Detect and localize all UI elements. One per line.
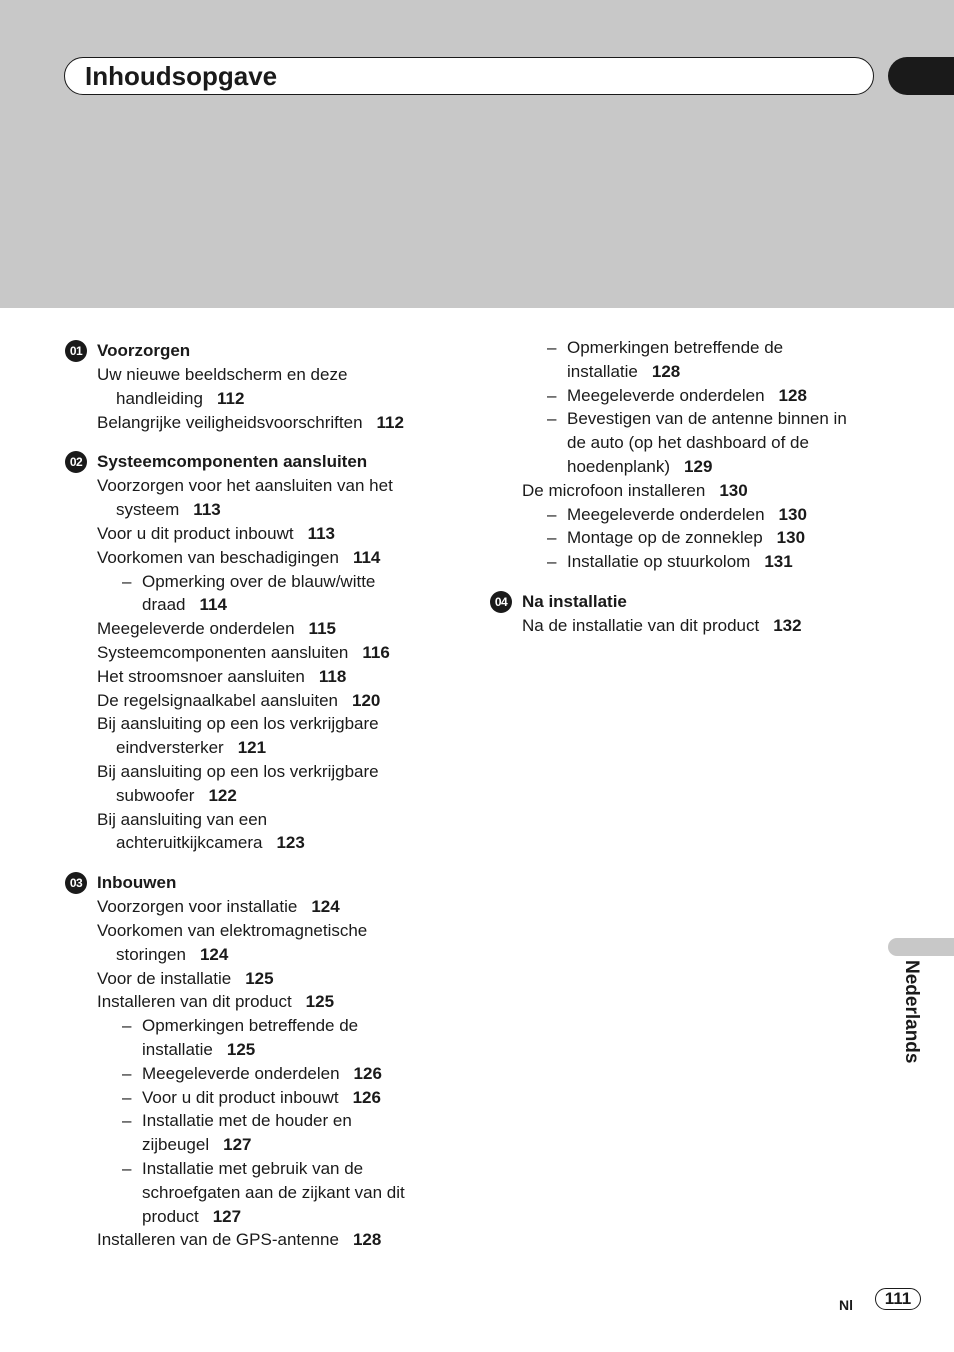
page-ref: 124 [311,897,340,917]
toc-entry[interactable] [97,808,477,856]
entry-text: Meegeleverde onderdelen [567,385,765,405]
toc-entry[interactable] [97,760,477,808]
entry-text: Voorkomen van beschadigingen [97,547,339,567]
section-gap [522,574,902,590]
entry-text-cont-label: systeem [116,500,180,520]
page-ref: 118 [318,666,347,686]
dash-bullet: – [122,1158,132,1178]
entry-text: Voor u dit product inbouwt [142,1087,339,1107]
entry-text-cont-label: eindversterker [116,738,224,758]
toc-subentry[interactable] [522,407,902,478]
entry-text: Voorkomen van elektromagnetische [97,920,368,940]
side-tab-marker [888,938,954,956]
entry-text: Na de installatie van dit product [522,615,760,635]
entry-text-cont-label: subwoofer [116,785,195,805]
toc-entry[interactable] [97,895,477,919]
entry-text-cont [567,455,902,479]
toc-entry[interactable] [97,474,477,522]
entry-text: Meegeleverde onderdelen [567,504,765,524]
page-ref: 113 [193,500,221,520]
entry-text-cont-label: storingen [116,944,186,964]
toc-entry[interactable] [97,522,477,546]
dash-bullet: – [547,552,557,572]
page-ref: 126 [352,1087,381,1107]
toc-subentry[interactable] [522,526,902,550]
toc-right-column [494,336,902,638]
entry-text-cont [97,784,477,808]
page-ref: 127 [212,1206,242,1226]
toc-section [69,871,477,1252]
section-heading[interactable] [69,450,477,474]
dash-bullet: – [122,1111,132,1131]
entry-text-cont-label: installatie [142,1039,213,1059]
toc-section [494,590,902,638]
dash-bullet: – [547,409,557,429]
entry-text: Meegeleverde onderdelen [142,1063,340,1083]
page-ref: 112 [376,412,404,432]
page-ref: 128 [651,361,681,381]
toc-entry[interactable] [522,479,902,503]
page-ref: 130 [778,504,807,524]
toc-entry[interactable] [522,614,902,638]
entry-text: Bij aansluiting op een los verkrijgbare [97,714,379,734]
entry-text-cont [97,498,477,522]
page-title: Inhoudsopgave [85,61,278,91]
toc-left-column [69,339,477,1252]
entry-text-cont-label: handleiding [116,388,203,408]
page-ref: 131 [764,552,793,572]
entry-text-cont [142,1133,477,1157]
page-ref: 124 [199,944,229,964]
section-number-badge: 01 [65,340,87,362]
page-ref: 121 [237,738,267,758]
entry-text: Voorzorgen voor het aansluiten van het [97,476,393,496]
section-gap [97,855,477,871]
entry-text: Systeemcomponenten aansluiten [97,642,349,662]
dash-bullet: – [547,385,557,405]
section-number-badge: 03 [65,872,87,894]
entry-text-cont [97,387,477,411]
entry-text-cont: de auto (op het dashboard of de [567,433,809,453]
section-title: Inbouwen [97,873,177,893]
page-ref: 126 [353,1063,382,1083]
entry-text: Voor u dit product inbouwt [97,523,294,543]
entry-text: Montage op de zonneklep [567,528,763,548]
entry-text: Installatie met de houder en [142,1111,352,1131]
entry-text: Installeren van dit product [97,992,292,1012]
toc-entry[interactable] [97,1228,477,1252]
entry-text: Installeren van de GPS-antenne [97,1230,339,1250]
toc-entry[interactable] [97,617,477,641]
toc-section [69,339,477,434]
toc-entry[interactable] [97,919,477,967]
page-ref: 114 [352,547,381,567]
section-gap [97,434,477,450]
toc-subentry[interactable] [522,384,902,408]
entry-text: Opmerkingen betreffende de [567,338,784,357]
language-label: Nederlands [901,960,922,1064]
page-ref: 113 [307,523,336,543]
dash-bullet: – [547,504,557,524]
entry-text: Installatie met gebruik van de [142,1158,364,1178]
toc-entry[interactable] [97,641,477,665]
entry-text: De regelsignaalkabel aansluiten [97,690,338,710]
entry-text-cont [97,736,477,760]
toc-entry[interactable] [97,990,477,1014]
entry-text: Opmerking over de blauw/witte [142,571,376,591]
entry-text-cont-label: draad [142,595,186,615]
entry-text: De microfoon installeren [522,480,706,500]
header-band [0,0,954,308]
entry-text-cont [97,943,477,967]
page-ref: 125 [245,968,274,988]
page-ref: 132 [773,615,802,635]
dash-bullet: – [122,1016,132,1036]
section-heading[interactable] [69,871,477,895]
entry-text: Bij aansluiting van een [97,809,268,829]
entry-text-cont [567,360,902,384]
section-number-badge: 02 [65,451,87,473]
entry-text-cont: schroefgaten aan de zijkant van dit [142,1182,405,1202]
dash-bullet: – [122,571,132,591]
toc-subentry[interactable] [522,336,902,384]
section-title: Systeemcomponenten aansluiten [97,452,368,472]
toc-subentry[interactable] [97,1062,477,1086]
language-code: Nl [839,1297,853,1313]
page-ref: 122 [208,785,237,805]
entry-text: Voorzorgen voor installatie [97,897,298,917]
entry-text: Voor de installatie [97,968,232,988]
toc-subentry[interactable] [97,1157,477,1228]
entry-text-cont-label: achteruitkijkcamera [116,833,263,853]
page-ref: 115 [308,619,336,639]
entry-text-cont-label: product [142,1206,199,1226]
toc-subentry[interactable] [97,1014,477,1062]
entry-text: Belangrijke veiligheidsvoorschriften [97,412,363,432]
chapter-tab [888,57,954,95]
section-title: Voorzorgen [97,341,191,360]
section-title: Na installatie [522,591,627,611]
page-ref: 116 [362,642,390,662]
page-number: 111 [875,1288,921,1310]
entry-text-cont [142,1038,477,1062]
page-ref: 120 [352,690,381,710]
entry-text: Uw nieuwe beeldscherm en deze [97,365,348,384]
toc-entry[interactable] [97,712,477,760]
title-box [64,57,874,95]
page-ref: 125 [226,1039,256,1059]
dash-bullet: – [547,528,557,548]
dash-bullet: – [547,338,557,357]
toc-subentry[interactable] [97,1109,477,1157]
entry-text-cont-label: installatie [567,361,638,381]
page-ref: 125 [305,992,335,1012]
page-ref: 128 [778,385,807,405]
toc-entry[interactable] [97,665,477,689]
section-number-badge: 04 [490,591,512,613]
entry-text: Bij aansluiting op een los verkrijgbare [97,761,379,781]
page-ref: 123 [276,833,305,853]
entry-text-cont-label: zijbeugel [142,1135,210,1155]
language-side-label [898,960,928,1080]
toc-entry[interactable] [97,363,477,411]
toc-section [69,450,477,855]
toc-entry[interactable] [97,411,477,435]
page-ref: 114 [199,595,227,615]
toc-subentry[interactable] [97,570,477,618]
toc-entry[interactable] [97,546,477,570]
entry-text: Meegeleverde onderdelen [97,619,295,639]
entry-text: Installatie op stuurkolom [567,552,751,572]
section-heading[interactable] [69,339,477,363]
page-ref: 130 [719,480,748,500]
toc-subentry[interactable] [522,550,902,574]
page-ref: 129 [684,456,713,476]
entry-text: Het stroomsnoer aansluiten [97,666,305,686]
page-ref: 112 [216,388,245,408]
toc-entry[interactable] [97,689,477,713]
toc-subentry[interactable] [97,1086,477,1110]
dash-bullet: – [122,1063,132,1083]
entry-text: Opmerkingen betreffende de [142,1016,359,1036]
page-ref: 130 [776,528,806,548]
entry-text: Bevestigen van de antenne binnen in [567,409,847,429]
page-ref: 128 [352,1230,382,1250]
entry-text-cont [97,831,477,855]
toc-entry[interactable] [97,967,477,991]
entry-text-cont [142,1205,477,1229]
entry-text-cont-label: hoedenplank) [567,456,671,476]
page-ref: 127 [223,1135,252,1155]
dash-bullet: – [122,1087,132,1107]
toc-subentry[interactable] [522,503,902,527]
entry-text-cont [142,593,477,617]
section-heading[interactable] [494,590,902,614]
